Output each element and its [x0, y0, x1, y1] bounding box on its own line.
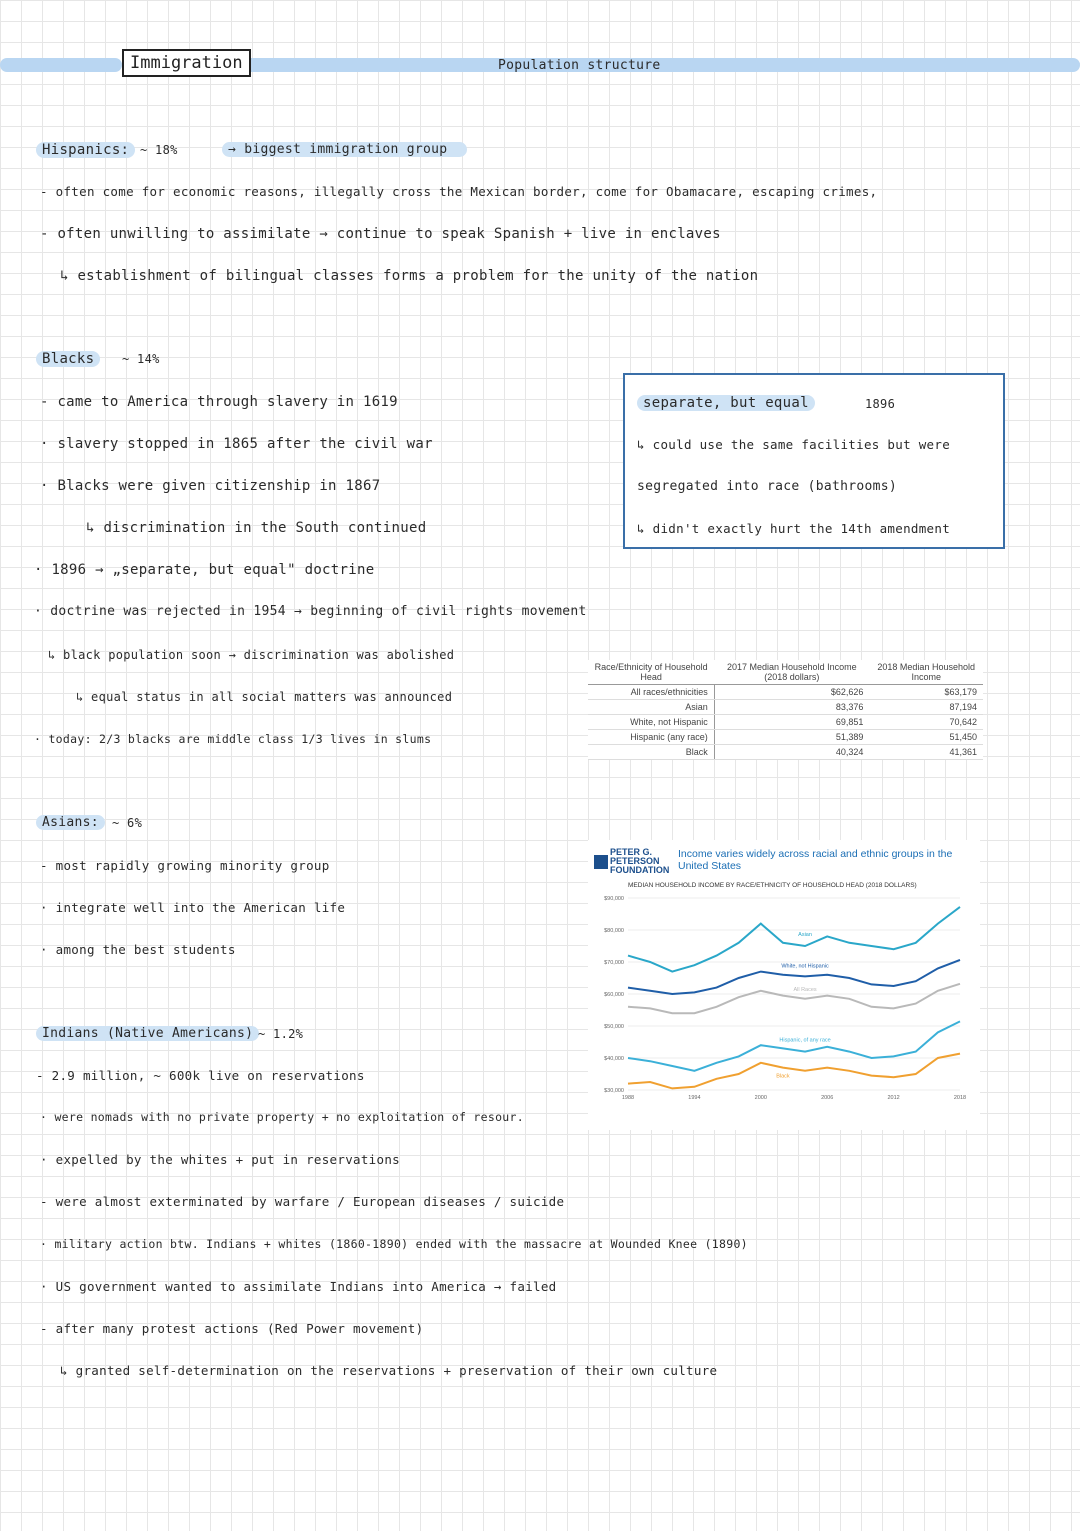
- table-cell: $62,626: [714, 685, 869, 700]
- logo-icon: [594, 855, 608, 869]
- indians-line-5: · military action btw. Indians + whites (1860-1890) ended with the massacre at Wounded Knee (1890): [40, 1237, 748, 1251]
- y-tick-label: $80,000: [604, 928, 624, 934]
- box-line-2: segregated into race (bathrooms): [637, 479, 898, 494]
- hispanics-heading: Hispanics:: [36, 142, 135, 158]
- table-cell: All races/ethnicities: [588, 685, 714, 700]
- blacks-line-8: ↳ equal status in all social matters was announced: [76, 690, 453, 704]
- table-cell: 70,642: [869, 715, 983, 730]
- y-tick-label: $50,000: [604, 1024, 624, 1030]
- series-label: Hispanic, of any race: [779, 1037, 831, 1044]
- x-tick-label: 1994: [688, 1095, 701, 1101]
- blacks-line-7: ↳ black population soon → discrimination was abolished: [48, 648, 455, 662]
- series-label: White, not Hispanic: [781, 963, 829, 970]
- asians-heading: Asians:: [36, 815, 105, 830]
- series-label: Black: [776, 1073, 790, 1080]
- indians-line-6: · US government wanted to assimilate Indians into America → failed: [40, 1279, 557, 1294]
- table-header: Race/Ethnicity of Household Head: [588, 660, 714, 685]
- box-year: 1896: [865, 397, 896, 411]
- x-tick-label: 2012: [887, 1095, 900, 1101]
- peterson-logo: [594, 848, 680, 875]
- x-tick-label: 1988: [621, 1095, 635, 1101]
- series-label: All Races: [793, 986, 817, 993]
- box-line-1: ↳ could use the same facilities but were: [637, 437, 951, 452]
- table-row: [588, 745, 983, 760]
- table-cell: $63,179: [869, 685, 983, 700]
- table-cell: White, not Hispanic: [588, 715, 714, 730]
- y-tick-label: $40,000: [604, 1056, 624, 1062]
- blacks-line-2: · slavery stopped in 1865 after the civil war: [40, 436, 433, 452]
- blacks-line-5: · 1896 → „separate, but equal" doctrine: [34, 562, 375, 578]
- y-tick-label: $70,000: [604, 960, 624, 966]
- separate-but-equal-box: [623, 373, 1005, 549]
- blacks-line-1: - came to America through slavery in 1619: [40, 394, 398, 410]
- indians-line-8: ↳ granted self-determination on the reservations + preservation of their own culture: [60, 1363, 718, 1378]
- indians-heading: Indians (Native Americans): [36, 1026, 259, 1041]
- asians-percent: ~ 6%: [112, 816, 143, 830]
- indians-line-3: · expelled by the whites + put in reservations: [40, 1152, 400, 1167]
- blacks-line-6: · doctrine was rejected in 1954 → beginning of civil rights movement: [34, 604, 587, 619]
- table-cell: 41,361: [869, 745, 983, 760]
- hispanics-note: → biggest immigration group: [222, 142, 467, 157]
- y-tick-label: $60,000: [604, 992, 624, 998]
- blacks-line-4: ↳ discrimination in the South continued: [86, 520, 427, 536]
- series-line-hispanic-of-any-race: [628, 1021, 960, 1070]
- hispanics-percent: ~ 18%: [140, 143, 178, 157]
- table-header: 2017 Median Household Income (2018 dollars): [714, 660, 869, 685]
- table-cell: Hispanic (any race): [588, 730, 714, 745]
- income-chart: [588, 840, 980, 1130]
- table-cell: 40,324: [714, 745, 869, 760]
- chart-title: Income varies widely across racial and ethnic groups in the United States: [678, 848, 953, 872]
- blacks-heading: Blacks: [36, 351, 100, 367]
- page-title: Immigration: [122, 49, 251, 77]
- indians-percent: ~ 1.2%: [258, 1027, 304, 1041]
- asians-line-1: - most rapidly growing minority group: [40, 858, 330, 873]
- table-cell: Black: [588, 745, 714, 760]
- logo-text: PETER G. PETERSON FOUNDATION: [610, 847, 670, 875]
- y-tick-label: $30,000: [604, 1088, 624, 1094]
- table-header: 2018 Median Household Income: [869, 660, 983, 685]
- hispanics-line-3: ↳ establishment of bilingual classes forms a problem for the unity of the nation: [60, 268, 759, 284]
- series-line-black: [628, 1054, 960, 1089]
- table-cell: 51,389: [714, 730, 869, 745]
- chart-subtitle: MEDIAN HOUSEHOLD INCOME BY RACE/ETHNICITY OF HOUSEHOLD HEAD (2018 DOLLARS): [628, 882, 917, 889]
- blacks-line-3: · Blacks were given citizenship in 1867: [40, 478, 381, 494]
- table-row: [588, 715, 983, 730]
- y-tick-label: $90,000: [604, 896, 624, 902]
- table-cell: 87,194: [869, 700, 983, 715]
- blacks-line-9: · today: 2/3 blacks are middle class 1/3 lives in slums: [34, 732, 432, 746]
- x-tick-label: 2018: [953, 1095, 967, 1101]
- series-label: Asian: [798, 932, 812, 938]
- box-title: separate, but equal: [637, 395, 815, 411]
- table-cell: 51,450: [869, 730, 983, 745]
- table-cell: Asian: [588, 700, 714, 715]
- x-tick-label: 2000: [754, 1095, 767, 1101]
- table-row: [588, 685, 983, 700]
- table-row: [588, 700, 983, 715]
- table-cell: 69,851: [714, 715, 869, 730]
- header-bar-right: [244, 58, 1080, 72]
- income-table: [588, 660, 983, 760]
- asians-line-3: · among the best students: [40, 942, 236, 957]
- page-subtitle: Population structure: [498, 58, 661, 73]
- asians-line-2: · integrate well into the American life: [40, 900, 346, 915]
- indians-line-7: - after many protest actions (Red Power movement): [40, 1321, 424, 1336]
- chart-plot: [588, 890, 980, 1130]
- table-row: [588, 730, 983, 745]
- hispanics-line-1: - often come for economic reasons, illegally cross the Mexican border, come for Obamacare, escaping crimes,: [40, 184, 878, 199]
- indians-line-4: - were almost exterminated by warfare / European diseases / suicide: [40, 1194, 565, 1209]
- box-line-3: ↳ didn't exactly hurt the 14th amendment: [637, 521, 951, 536]
- blacks-percent: ~ 14%: [122, 352, 160, 366]
- table-cell: 83,376: [714, 700, 869, 715]
- header-bar-left: [0, 58, 122, 72]
- indians-line-1: - 2.9 million, ~ 600k live on reservations: [36, 1068, 365, 1083]
- indians-line-2: · were nomads with no private property + no exploitation of resour.: [40, 1110, 524, 1124]
- table-header-row: [588, 660, 983, 685]
- x-tick-label: 2006: [821, 1095, 834, 1101]
- hispanics-line-2: - often unwilling to assimilate → continue to speak Spanish + live in enclaves: [40, 226, 721, 242]
